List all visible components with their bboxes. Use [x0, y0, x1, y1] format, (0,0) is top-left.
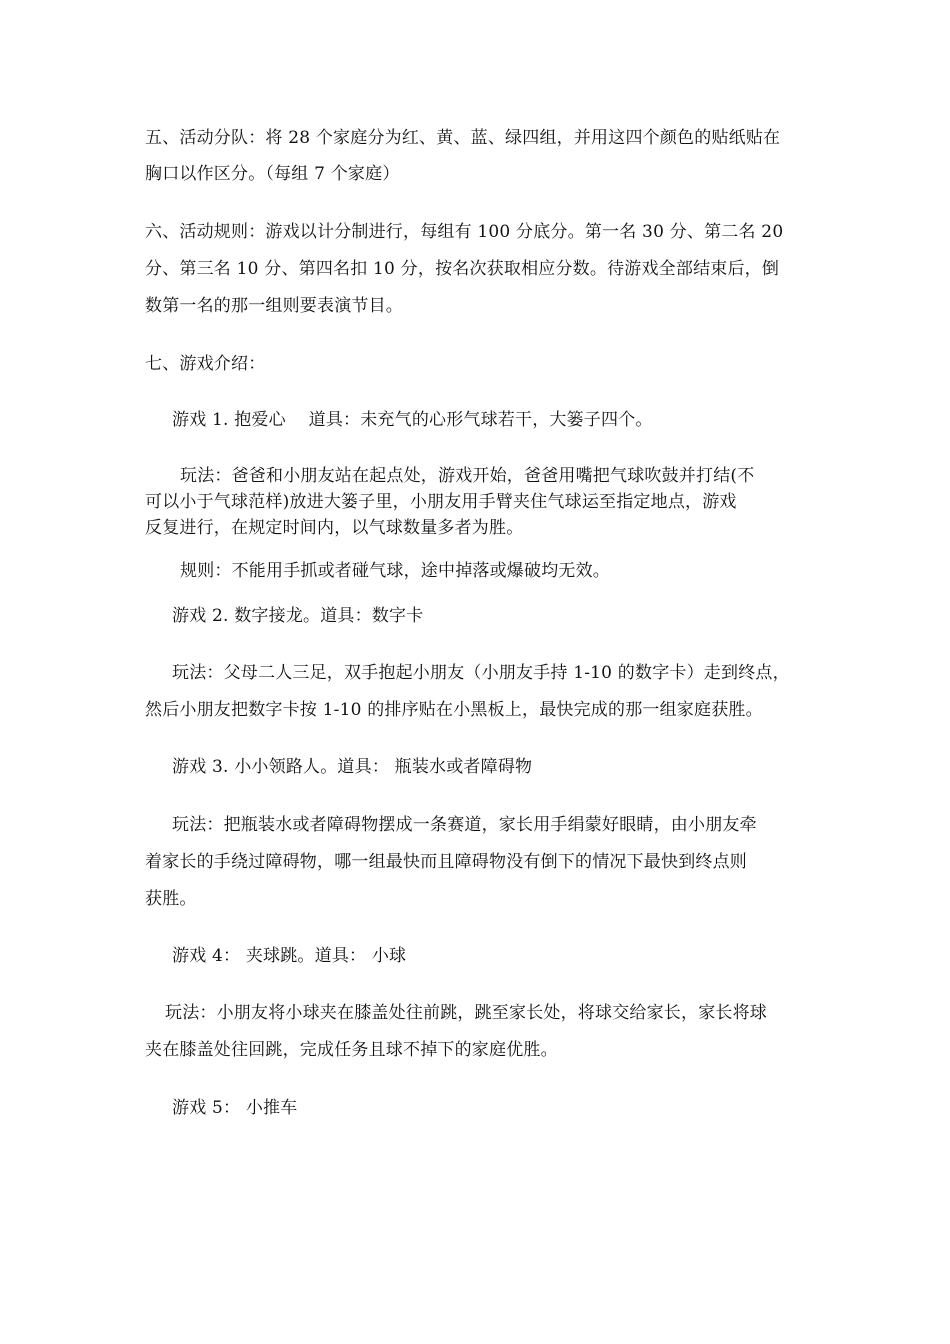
game2-title: 游戏 2. 数字接龙。道具：数字卡 — [172, 606, 424, 626]
game4-title: 游戏 4： 夹球跳。道具： 小球 — [172, 946, 407, 966]
section5-line1: 五、活动分队：将 28 个家庭分为红、黄、蓝、绿四组，并用这四个颜色的贴纸贴在 — [145, 128, 781, 148]
game3-play-line2: 着家长的手绕过障碍物，哪一组最快而且障碍物没有倒下的情况下最快到终点则 — [145, 852, 747, 872]
game5-title: 游戏 5： 小推车 — [172, 1098, 298, 1118]
game1-title: 游戏 1. 抱爱心 道具：未充气的心形气球若干，大篓子四个。 — [172, 410, 653, 430]
game3-title: 游戏 3. 小小领路人。道具： 瓶装水或者障碍物 — [172, 757, 533, 777]
section6-line2: 分、第三名 10 分、第四名扣 10 分，按名次获取相应分数。待游戏全部结束后，倒 — [145, 259, 780, 279]
game4-play-line2: 夹在膝盖处往回跳，完成任务且球不掉下的家庭优胜。 — [145, 1040, 558, 1060]
game1-play-line1: 玩法：爸爸和小朋友站在起点处，游戏开始，爸爸用嘴把气球吹鼓并打结(不 — [180, 466, 755, 486]
game3-play-line3: 获胜。 — [145, 889, 197, 909]
game2-play-line1: 玩法：父母二人三足，双手抱起小朋友（小朋友手持 1-10 的数字卡）走到终点， — [172, 663, 790, 683]
game1-play-line3: 反复进行，在规定时间内，以气球数量多者为胜。 — [145, 518, 524, 538]
section7-heading: 七、游戏介绍： — [145, 354, 266, 374]
section6-line1: 六、活动规则：游戏以计分制进行，每组有 100 分底分。第一名 30 分、第二名 20 — [145, 222, 784, 242]
game4-play-line1: 玩法：小朋友将小球夹在膝盖处往前跳，跳至家长处，将球交给家长，家长将球 — [165, 1003, 767, 1023]
section6-line3: 数第一名的那一组则要表演节目。 — [145, 296, 403, 316]
game2-play-line2: 然后小朋友把数字卡按 1-10 的排序贴在小黑板上，最快完成的那一组家庭获胜。 — [145, 700, 763, 720]
game3-play-line1: 玩法：把瓶装水或者障碍物摆成一条赛道，家长用手绢蒙好眼睛，由小朋友牵 — [172, 815, 757, 835]
game1-rule: 规则：不能用手抓或者碰气球，途中掉落或爆破均无效。 — [180, 561, 610, 581]
game1-play-line2: 可以小于气球范样)放进大篓子里，小朋友用手臂夹住气球运至指定地点，游戏 — [145, 492, 737, 512]
section5-line2: 胸口以作区分。（每组 7 个家庭） — [145, 164, 400, 184]
